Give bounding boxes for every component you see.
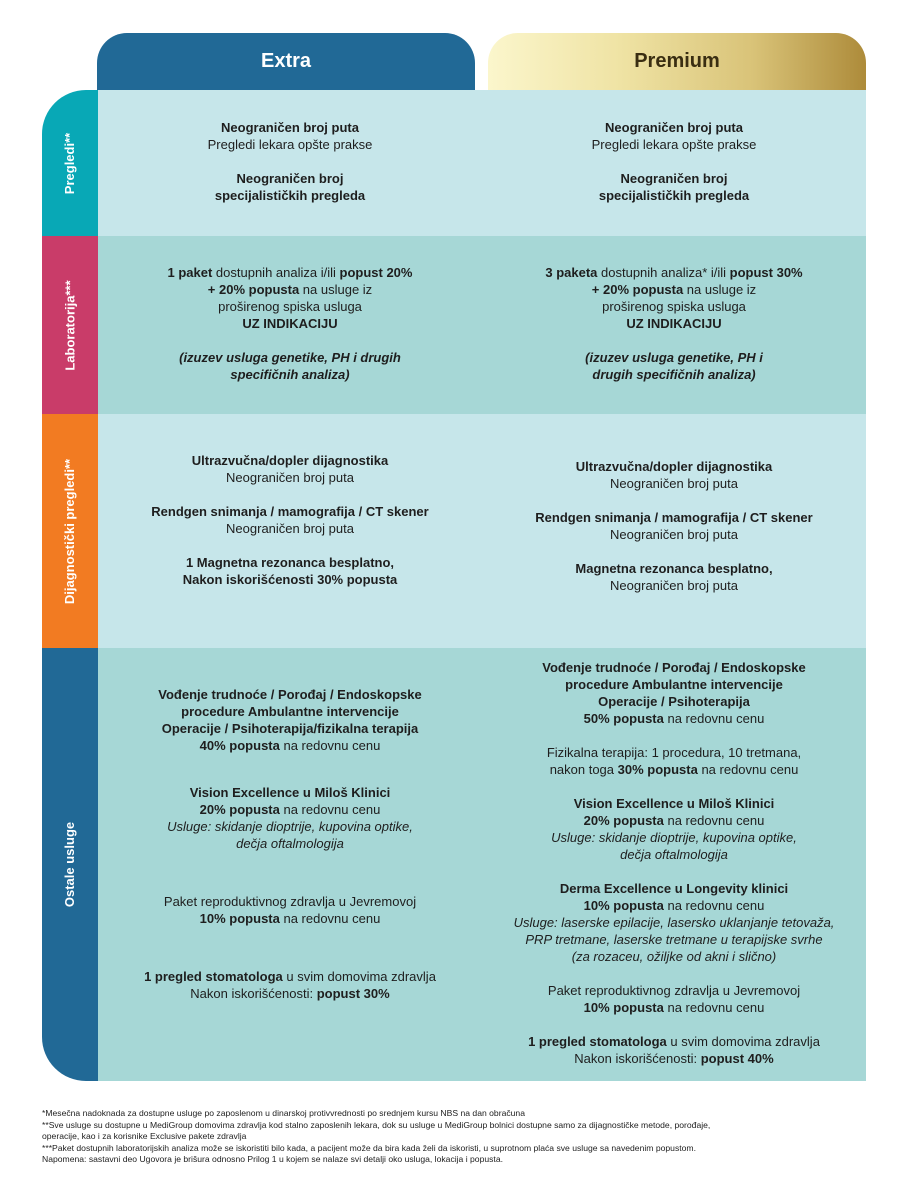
text-line: 1 pregled stomatologa u svim domovima zdravlja — [528, 1034, 820, 1049]
cell-ostale-extra — [98, 648, 482, 1081]
text-line: Neograničen broj puta — [610, 476, 738, 491]
text-line: Neograničen broj puta — [610, 527, 738, 542]
text-line: PRP tretmane, laserske tretmane u terapijske svrhe — [525, 932, 823, 947]
text-line: Usluge: skidanje dioptrije, kupovina optike, — [167, 819, 413, 834]
text-line: Operacije / Psihoterapija — [598, 694, 750, 709]
text-line: (za rozaceu, ožiljke od akni i slično) — [571, 949, 777, 964]
text-line: Usluge: skidanje dioptrije, kupovina optike, — [551, 830, 797, 845]
footnote: **Sve usluge su dostupne u MediGroup domovima zdravlja kod stalno zaposlenih lekara, dok su usluge u MediGroup bolnici dostupne samo za dijagnostičke metode, porođaje, — [42, 1119, 711, 1130]
text-line: Paket reproduktivnog zdravlja u Jevremovoj — [163, 894, 417, 909]
text-line: 20% popusta na redovnu cenu — [583, 813, 765, 828]
header-premium — [488, 33, 866, 90]
category-ostale — [42, 648, 98, 1081]
text-line: Neograničen broj puta — [221, 120, 359, 135]
category-dijagnosticki — [42, 414, 98, 648]
text-line: Fizikalna terapija: 1 procedura, 10 tretmana, — [546, 745, 802, 760]
text-line: Usluge: laserske epilacije, lasersko uklanjanje tetovaža, — [513, 915, 835, 930]
text-line: UZ INDIKACIJU — [626, 316, 722, 331]
text-line: + 20% popusta na usluge iz — [207, 282, 373, 297]
text-line: 50% popusta na redovnu cenu — [583, 711, 765, 726]
text-line: Neograničen broj puta — [226, 521, 354, 536]
footnote: operacije, kao i za korisnike Exclusive pakete zdravlja — [42, 1131, 247, 1141]
cell-dijagnosticki-extra — [98, 414, 482, 648]
cell-pregledi-premium — [482, 90, 866, 236]
text-line: Vođenje trudnoće / Porođaj / Endoskopske — [158, 687, 422, 702]
footnotes — [42, 1108, 862, 1166]
row-dijagnosticki — [98, 414, 866, 648]
text-line: specifičnih analiza) — [230, 367, 350, 382]
text-line: + 20% popusta na usluge iz — [591, 282, 757, 297]
text-line: 1 Magnetna rezonanca besplatno, — [185, 555, 395, 570]
text-line: Ultrazvučna/dopler dijagnostika — [191, 453, 389, 468]
text-line: Paket reproduktivnog zdravlja u Jevremovoj — [547, 983, 801, 998]
header-premium-label: Premium — [634, 50, 720, 72]
text-line: specijalističkih pregleda — [598, 188, 750, 203]
text-line: Rendgen snimanja / mamografija / CT skener — [535, 510, 813, 525]
row-pregledi — [98, 90, 866, 236]
category-laboratorija-label: Laboratorija*** — [62, 279, 78, 371]
text-line: (izuzev usluga genetike, PH i — [585, 350, 763, 365]
text-line: Derma Excellence u Longevity klinici — [559, 881, 789, 896]
category-ostale-label: Ostale usluge — [62, 821, 78, 908]
text-line: Rendgen snimanja / mamografija / CT skener — [151, 504, 429, 519]
text-line: Vision Excellence u Miloš Klinici — [189, 785, 391, 800]
text-line: Operacije / Psihoterapija/fizikalna terapija — [161, 721, 419, 736]
text-line: Neograničen broj puta — [226, 470, 354, 485]
text-line: 3 paketa dostupnih analiza* i/ili popust 30% — [545, 265, 803, 280]
text-line: 40% popusta na redovnu cenu — [199, 738, 381, 753]
text-line: 10% popusta na redovnu cenu — [583, 898, 765, 913]
cell-laboratorija-premium — [482, 236, 866, 414]
row-ostale — [98, 648, 866, 1081]
category-pregledi — [42, 90, 98, 236]
category-dijagnosticki-label: Dijagnostički pregledi** — [62, 458, 78, 604]
footnote: *Mesečna nadoknada za dostupne usluge po zaposlenom u dinarskoj protivvrednosti po srednjem kursu NBS na dan obračuna — [42, 1108, 525, 1118]
text-line: specijalističkih pregleda — [214, 188, 366, 203]
text-line: (izuzev usluga genetike, PH i drugih — [179, 350, 401, 365]
text-line: Magnetna rezonanca besplatno, — [575, 561, 773, 576]
cell-ostale-premium — [482, 648, 866, 1081]
cell-pregledi-extra — [98, 90, 482, 236]
text-line: Neograničen broj — [236, 171, 344, 186]
text-line: 1 pregled stomatologa u svim domovima zdravlja — [144, 969, 436, 984]
text-line: proširenog spiska usluga — [218, 299, 362, 314]
cell-dijagnosticki-premium — [482, 414, 866, 648]
header-extra — [97, 33, 475, 90]
category-laboratorija — [42, 236, 98, 414]
text-line: Vision Excellence u Miloš Klinici — [573, 796, 775, 811]
text-line: dečja oftalmologija — [236, 836, 344, 851]
text-line: 10% popusta na redovnu cenu — [199, 911, 381, 926]
text-line: Nakon iskorišćenosti: popust 40% — [574, 1051, 774, 1066]
text-line: nakon toga 30% popusta na redovnu cenu — [549, 762, 799, 777]
text-line: Nakon iskorišćenosti 30% popusta — [182, 572, 398, 587]
text-line: procedure Ambulantne intervencije — [565, 677, 783, 692]
header-extra-label: Extra — [260, 50, 312, 72]
text-line: 10% popusta na redovnu cenu — [583, 1000, 765, 1015]
text-line: 20% popusta na redovnu cenu — [199, 802, 381, 817]
category-pregledi-label: Pregledi** — [62, 132, 78, 194]
text-line: dečja oftalmologija — [620, 847, 728, 862]
row-laboratorija — [98, 236, 866, 414]
text-line: drugih specifičnih analiza) — [592, 367, 756, 382]
text-line: Nakon iskorišćenosti: popust 30% — [190, 986, 390, 1001]
text-line: Vođenje trudnoće / Porođaj / Endoskopske — [542, 660, 806, 675]
cell-laboratorija-extra — [98, 236, 482, 414]
text-line: Neograničen broj puta — [610, 578, 738, 593]
text-line: procedure Ambulantne intervencije — [181, 704, 399, 719]
text-line: Ultrazvučna/dopler dijagnostika — [575, 459, 773, 474]
text-line: 1 paket dostupnih analiza i/ili popust 20% — [167, 265, 413, 280]
footnote: ***Paket dostupnih laboratorijskih analiza može se iskoristiti bilo kada, a pacijent može da bira kada želi da iskoristi, u suprotnom plaća sve usluge sa navedenim popustom. — [42, 1142, 696, 1153]
text-line: Neograničen broj — [620, 171, 728, 186]
text-line: Neograničen broj puta — [605, 120, 743, 135]
text-line: Pregledi lekara opšte prakse — [207, 137, 373, 152]
text-line: proširenog spiska usluga — [602, 299, 746, 314]
text-line: UZ INDIKACIJU — [242, 316, 338, 331]
footnote: Napomena: sastavni deo Ugovora je brišura odnosno Prilog 1 u kojem se nalaze svi detalji oko usluga, lokacija i popusta. — [42, 1154, 503, 1164]
text-line: Pregledi lekara opšte prakse — [591, 137, 757, 152]
